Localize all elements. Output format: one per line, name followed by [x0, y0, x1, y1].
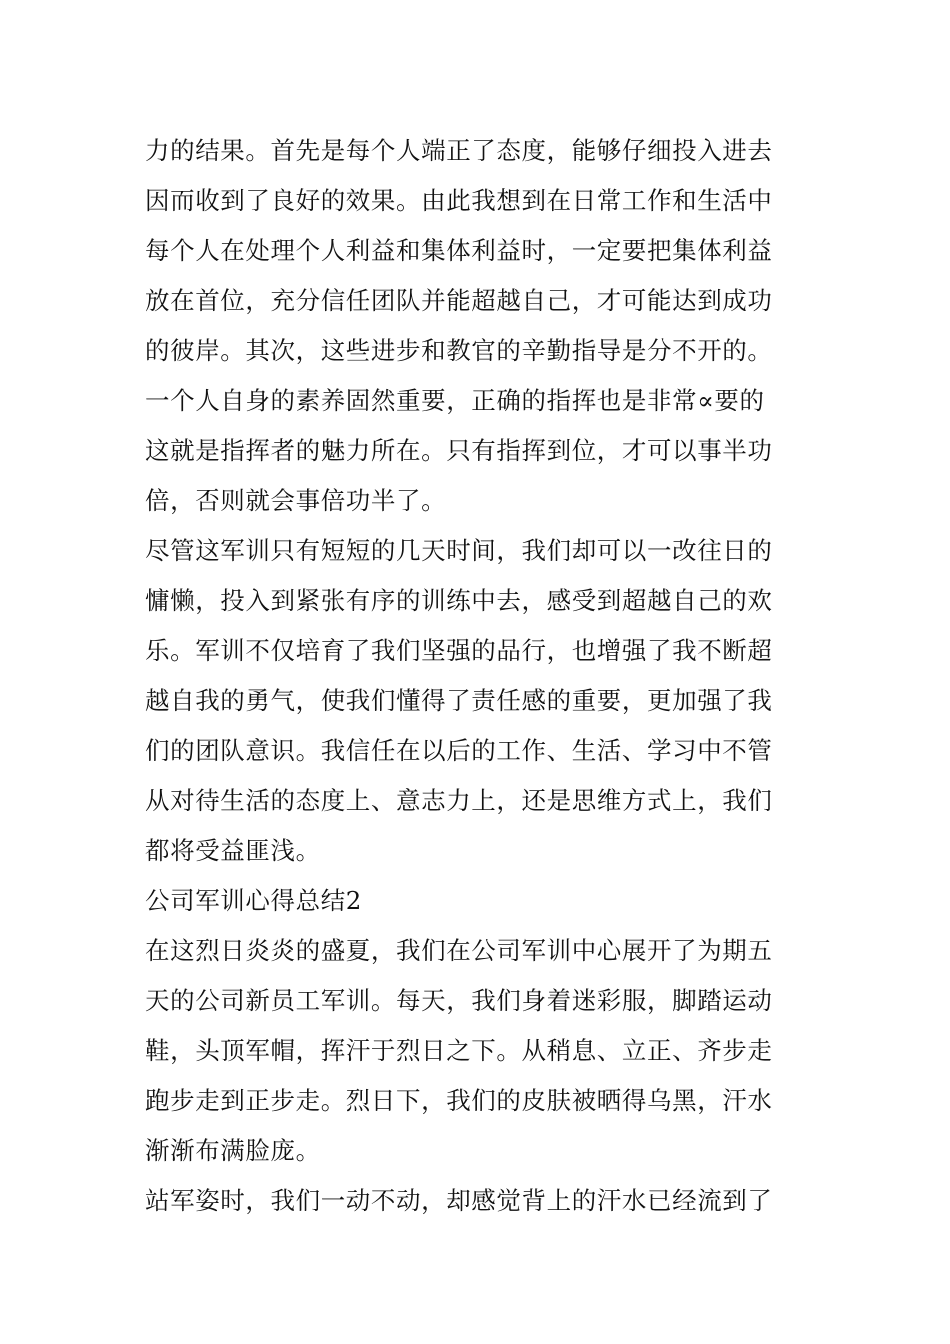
text-line: 的彼岸。其次，这些进步和教官的辛勤指导是分不开的。: [145, 336, 773, 365]
text-line: 一个人自身的素养固然重要，正确的指挥也是非常∝要的: [145, 386, 765, 415]
text-line: 渐渐布满脸庞。: [145, 1136, 321, 1165]
text-line: 从对待生活的态度上、意志力上，还是思维方式上，我们: [145, 786, 773, 815]
text-line: 因而收到了良好的效果。由此我想到在日常工作和生活中: [145, 186, 773, 215]
text-line: 尽管这军训只有短短的几天时间，我们却可以一改往日的: [145, 536, 773, 565]
text-line: 倍，否则就会事倍功半了。: [145, 486, 447, 515]
text-line: 乐。军训不仅培育了我们坚强的品行，也增强了我不断超: [145, 636, 773, 665]
text-line: 都将受益匪浅。: [145, 836, 321, 865]
text-line: 在这烈日炎炎的盛夏，我们在公司军训中心展开了为期五: [145, 936, 773, 965]
section-heading: 公司军训心得总结2: [145, 886, 362, 915]
text-line: 天的公司新员工军训。每天，我们身着迷彩服，脚踏运动: [145, 986, 773, 1015]
text-line: 们的团队意识。我信任在以后的工作、生活、学习中不管: [145, 736, 773, 765]
text-line: 站军姿时，我们一动不动，却感觉背上的汗水已经流到了: [145, 1186, 773, 1215]
text-line: 每个人在处理个人利益和集体利益时，一定要把集体利益: [145, 236, 773, 265]
text-line: 鞋，头顶军帽，挥汗于烈日之下。从稍息、立正、齐步走: [145, 1036, 773, 1065]
text-line: 跑步走到正步走。烈日下，我们的皮肤被晒得乌黑，汗水: [145, 1086, 773, 1115]
text-line: 越自我的勇气，使我们懂得了责任感的重要，更加强了我: [145, 686, 773, 715]
text-line: 慵懒，投入到紧张有序的训练中去，感受到超越自己的欢: [145, 586, 773, 615]
text-line: 力的结果。首先是每个人端正了态度，能够仔细投入进去: [145, 136, 773, 165]
text-line: 放在首位，充分信任团队并能超越自己，才可能达到成功: [145, 286, 773, 315]
text-line: 这就是指挥者的魅力所在。只有指挥到位，才可以事半功: [145, 436, 773, 465]
document-body: [145, 126, 815, 1226]
